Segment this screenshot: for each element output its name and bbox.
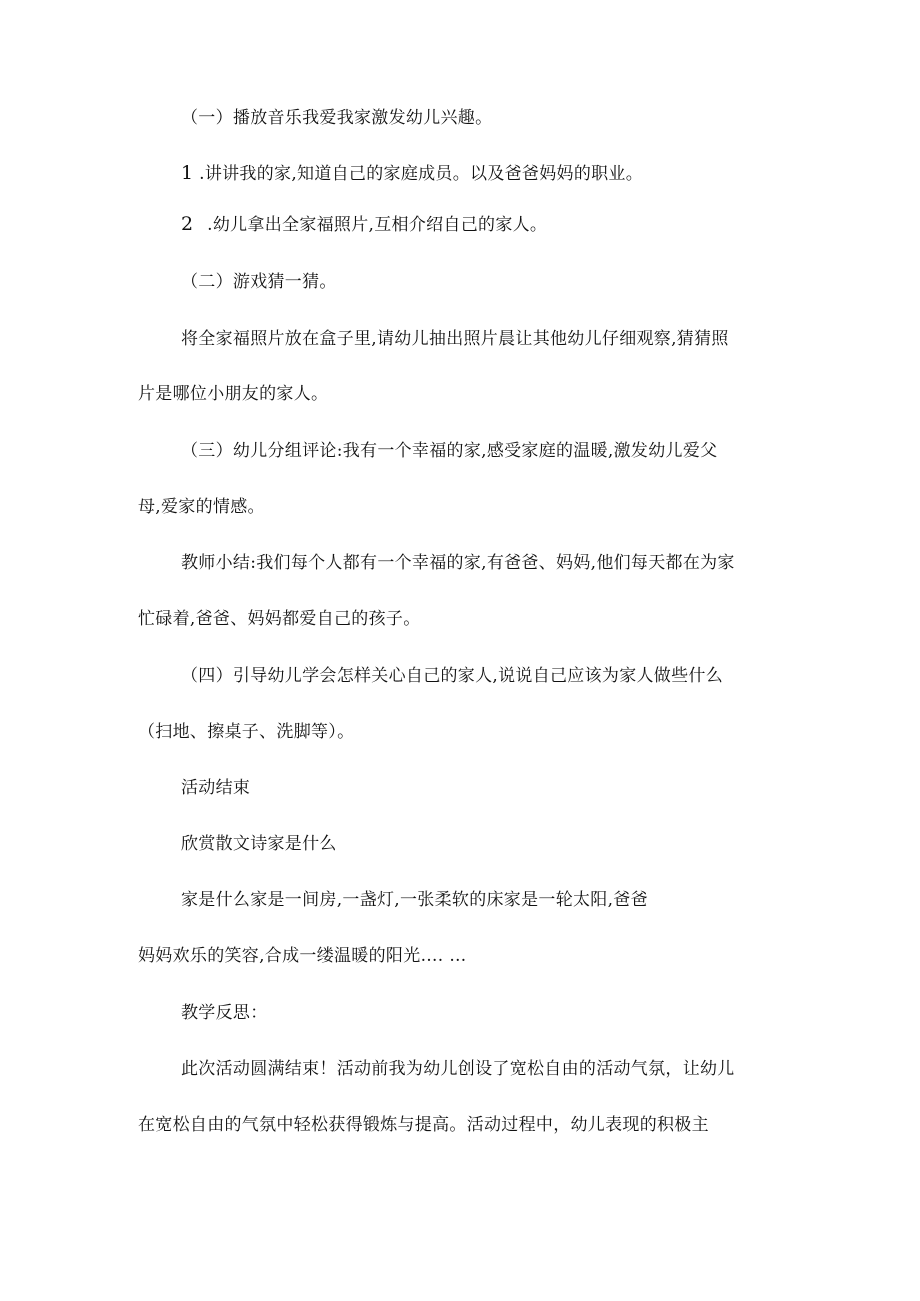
- section-4-line-1: （四）引导幼儿学会怎样关心自己的家人,说说自己应该为家人做些什么: [181, 666, 724, 686]
- reflection-line-1: 此次活动圆满结束！活动前我为幼儿创设了宽松自由的活动气氛，让幼儿: [181, 1059, 735, 1079]
- poem-line-1: 家是什么家是一间房,一盏灯,一张柔软的床家是一轮太阳,爸爸: [181, 890, 648, 910]
- teacher-summary-line-2: 忙碌着,爸爸、妈妈都爱自己的孩子。: [138, 609, 421, 629]
- list-item-1: [181, 161, 643, 186]
- list-item-2-number: 2: [181, 213, 194, 235]
- poem-title: 欣赏散文诗家是什么: [181, 834, 337, 854]
- section-2-paragraph-line-1: 将全家福照片放在盒子里,请幼儿抽出照片晨让其他幼儿仔细观察,猜猜照: [181, 329, 729, 349]
- reflection-line-2: 在宽松自由的气氛中轻松获得锻炼与提高。活动过程中，幼儿表现的积极主: [138, 1115, 709, 1135]
- section-4-line-2: （扫地、擦桌子、洗脚等）。: [138, 722, 355, 742]
- reflection-title: 教学反思：: [181, 1003, 268, 1023]
- section-3-line-2: 母,爱家的情感。: [138, 497, 265, 517]
- list-item-2-text: .幼儿拿出全家福照片,互相介绍自己的家人。: [207, 215, 548, 235]
- activity-end-heading: 活动结束: [181, 778, 251, 798]
- section-2-heading: （二）游戏猜一猜。: [181, 272, 337, 292]
- list-item-2: [181, 212, 547, 237]
- list-item-1-number: 1: [181, 162, 194, 184]
- section-2-paragraph-line-2: 片是哪位小朋友的家人。: [138, 384, 329, 404]
- section-3-line-1: （三）幼儿分组评论:我有一个幸福的家,感受家庭的温暖,激发幼儿爱父: [181, 441, 718, 461]
- list-item-1-text: .讲讲我的家,知道自己的家庭成员。以及爸爸妈妈的职业。: [199, 164, 644, 184]
- poem-line-2: 妈妈欢乐的笑容,合成一缕温暖的阳光…. …: [138, 946, 467, 966]
- teacher-summary-line-1: 教师小结:我们每个人都有一个幸福的家,有爸爸、妈妈,他们每天都在为家: [181, 553, 735, 573]
- section-1-heading: （一）播放音乐我爱我家激发幼儿兴趣。: [181, 108, 493, 128]
